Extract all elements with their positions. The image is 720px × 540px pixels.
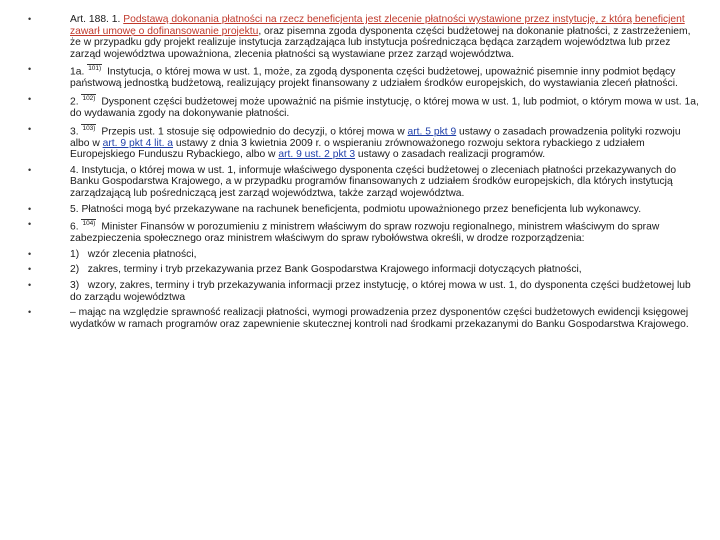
paragraph-text: ustawy z dnia 3 kwietnia 2009 r. o wspieraniu zrównoważonego rozwoju sektora rybackiego z udziałem Europejskiego Funduszu Rybackiego, albo w xyxy=(70,137,645,161)
list-item xyxy=(28,204,700,216)
paragraph-text: Minister Finansów w porozumieniu z ministrem właściwym do spraw rozwoju regionalnego, ministrem właściwym do spraw zabezpieczenia społecznego oraz ministrem właściwym do spraw rybołówstwa określi, w drodze rozporządzenia: xyxy=(70,221,660,245)
bullet-icon: • xyxy=(28,203,32,214)
paragraph-text: 3) wzory, zakres, terminy i tryb przekazywania informacji przez instytucję, o której mowa w ust. 1, do dysponenta części budżetowej lub do zarządu województwa xyxy=(70,279,694,303)
list-item xyxy=(28,264,700,276)
bullet-icon: • xyxy=(28,164,32,175)
paragraph-number: 1a. xyxy=(70,66,88,78)
paragraph-text: 4. Instytucja, o której mowa w ust. 1, informuje właściwego dysponenta części budżetowej o zleceniach płatności przekazywanych do Banku Gospodarstwa Krajowego, a w przypadku programów finansowanych z udziałem środków europejskich, dla których instytucją zarządzającą lub pośredniczącą jest zarząd województwa, także zarząd województwa. xyxy=(70,164,677,199)
paragraph-text: Dysponent części budżetowej może upoważnić na piśmie instytucję, o której mowa w ust. 1, lub podmiot, o którym mowa w ust. 1a, do wydawania zgody na dokonywanie płatności. xyxy=(70,96,699,119)
document-body xyxy=(28,14,700,334)
footnote-marker[interactable]: 101) xyxy=(88,65,102,73)
bullet-icon: • xyxy=(28,14,32,24)
list-item xyxy=(28,219,700,245)
list-item xyxy=(28,249,700,261)
list-item xyxy=(28,124,700,161)
paragraph-text: 2) zakres, terminy i tryb przekazywania przez Bank Gospodarstwa Krajowego informacji dotyczących płatności, xyxy=(70,264,582,276)
footnote-marker[interactable]: 103) xyxy=(82,124,96,132)
list-item xyxy=(28,280,700,303)
list-item xyxy=(28,94,700,120)
list-item xyxy=(28,307,700,330)
article-number: Art. 188. xyxy=(70,14,112,25)
paragraph-text: 5. Płatności mogą być przekazywane na rachunek beneficjenta, podmiotu upoważnionego przez beneficjenta lub wykonawcy. xyxy=(70,203,642,215)
bullet-icon: • xyxy=(28,307,32,318)
bullet-icon: • xyxy=(28,248,32,259)
law-link[interactable]: art. 5 pkt 9 xyxy=(407,126,457,138)
paragraph-text: ustawy o zasadach prowadzenia polityki rozwoju albo w xyxy=(70,126,681,149)
bullet-icon: • xyxy=(28,219,32,230)
footnote-marker[interactable]: 102) xyxy=(82,94,96,102)
highlighted-text: Podstawą dokonania płatności na rzecz beneficjenta jest zlecenie płatności wystawione przez instytucję, z którą beneficjent zawarł umowę o dofinansowanie projektu xyxy=(70,14,685,37)
law-link[interactable]: art. 9 ust. 2 pkt 3 xyxy=(278,149,356,161)
law-link[interactable]: art. 9 pkt 4 lit. a xyxy=(102,137,174,149)
footnote-marker[interactable]: 104) xyxy=(82,220,96,228)
bullet-icon: • xyxy=(28,123,32,134)
paragraph-text: Instytucja, o której mowa w ust. 1, może, za zgodą dysponenta części budżetowej, upoważnić pisemnie inny podmiot będący państwową jednostką budżetową, realizujący projekt finansowany z udziałem środków europejskich, do wystawiania zleceń płatności. xyxy=(70,66,678,90)
list-item xyxy=(28,14,700,60)
bullet-icon: • xyxy=(28,64,32,75)
paragraph-text: 1) wzór zlecenia płatności, xyxy=(70,248,197,260)
paragraph-number: 2. xyxy=(70,96,82,108)
bullet-icon: • xyxy=(28,264,32,275)
paragraph-text: Przepis ust. 1 stosuje się odpowiednio do decyzji, o której mowa w xyxy=(98,126,408,138)
paragraph-number: 1. xyxy=(111,14,124,25)
list-item xyxy=(28,165,700,200)
bullet-icon: • xyxy=(28,279,32,290)
paragraph-text: , oraz pisemna zgoda dysponenta części budżetowej na dokonanie płatności, z zastrzeżeniem, że w przypadku gdy projekt realizuje instytucja zarządzająca lub instytucja pośrednicząca będąca zarządem województwa lub przez zarząd województwa upoważniona, zlecenia płatności są wystawiane przez zarząd województwa. xyxy=(70,25,691,60)
list-item xyxy=(28,64,700,90)
paragraph-text: – mając na względzie sprawność realizacji płatności, wymogi prowadzenia przez dysponentów części budżetowych ewidencji księgowej wydatków w ramach programów oraz zapewnienie skutecznej kontroli nad środkami przekazanymi do Banku Gospodarstwa Krajowego. xyxy=(70,307,689,330)
paragraph-number: 3. xyxy=(70,126,82,138)
bullet-icon: • xyxy=(28,93,32,104)
article-list xyxy=(28,14,700,330)
paragraph-number: 6. xyxy=(70,221,82,233)
paragraph-text: ustawy o zasadach realizacji programów. xyxy=(355,149,546,161)
